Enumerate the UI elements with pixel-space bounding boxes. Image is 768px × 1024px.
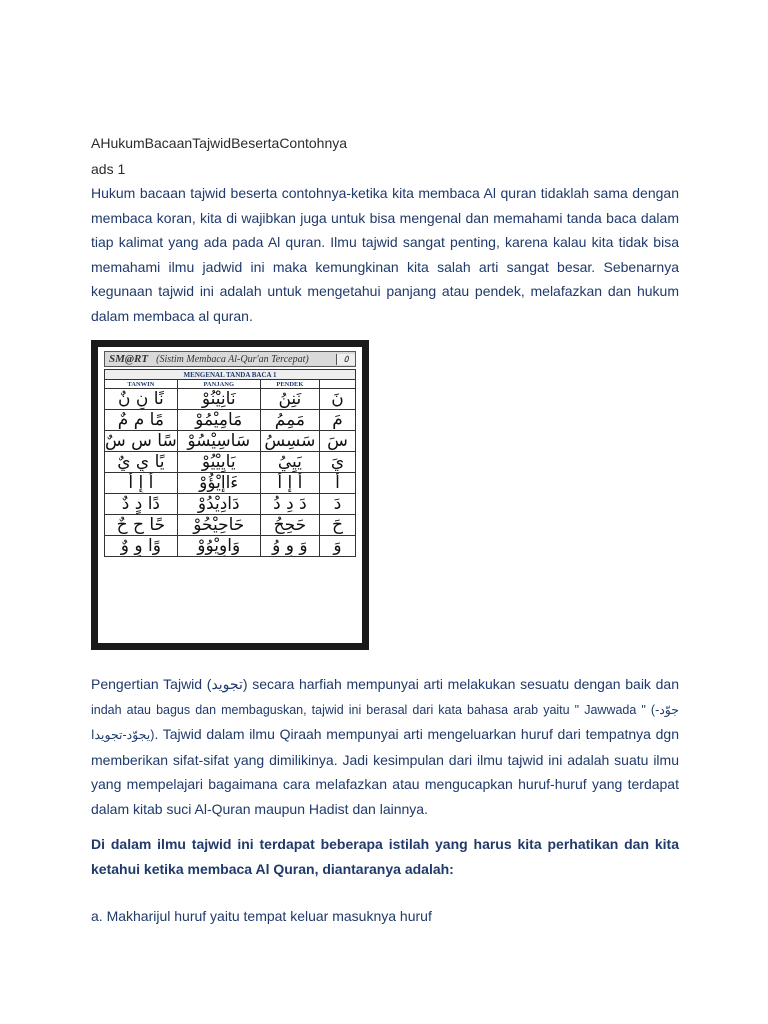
document-title: AHukumBacaanTajwidBesertaContohnya: [91, 135, 348, 151]
banner-subtitle: (Sistim Membaca Al-Qur'an Tercepat): [156, 353, 309, 365]
table-row: [105, 452, 356, 473]
cell-pendek: نَنِنُ: [260, 389, 319, 410]
list-item-a: a. Makharijul huruf yaitu tempat keluar masuknya huruf: [91, 908, 432, 924]
definition-part-1: Pengertian Tajwid (تجويد) secara harfiah mempunyai arti melakukan sesuatu dengan baik dan: [91, 676, 679, 692]
table-caption: MENGENAL TANDA BACA 1: [105, 370, 356, 380]
cell-tanwin: دًا دٍ دٌ: [105, 494, 178, 515]
cell-tanwin: نًا نٍ نٌ: [105, 389, 178, 410]
cell-pendek: وَ وِ وُ: [260, 536, 319, 557]
cell-panjang: حَاحِيْحُوْ: [177, 515, 260, 536]
table-row: [105, 431, 356, 452]
cell-tanwin: مًا مٍ مٌ: [105, 410, 178, 431]
cell-panjang: ءَاإِيْؤُوْ: [177, 473, 260, 494]
cell-letter: سَ: [320, 431, 356, 452]
smart-logo: SM@RT: [109, 353, 149, 365]
table-row: [105, 494, 356, 515]
definition-part-2: indah atau bagus dan membaguskan, tajwid ini berasal dari kata bahasa arab yaitu " Jawwada " (جوّد-يجوّد-تجويدا): [91, 702, 679, 743]
cell-panjang: وَاوِيْوُوْ: [177, 536, 260, 557]
cell-letter: يَ: [320, 452, 356, 473]
cell-letter: دَ: [320, 494, 356, 515]
cell-tanwin: أً إٍ أٌ: [105, 473, 178, 494]
cell-pendek: حَحِحُ: [260, 515, 319, 536]
cell-pendek: يَيِيُ: [260, 452, 319, 473]
table-row: [105, 536, 356, 557]
cell-tanwin: سًا سٍ سٌ: [105, 431, 177, 451]
cell-letter: أَ: [320, 473, 356, 494]
cell-panjang: سَاسِيْسُوْ: [177, 431, 260, 452]
table-row: [105, 515, 356, 536]
header-letter: [320, 380, 356, 389]
cell-panjang: مَامِيْمُوْ: [177, 410, 260, 431]
cell-panjang: يَايِيْيُوْ: [177, 452, 260, 473]
cell-letter: حَ: [320, 515, 356, 536]
definition-paragraph: [91, 672, 679, 822]
cell-letter: نَ: [320, 389, 356, 410]
cell-tanwin: يًا يٍ يٌ: [105, 452, 178, 473]
table-row: [105, 410, 356, 431]
page-number-badge: ٥: [336, 354, 355, 365]
cell-pendek: أَ إِ أُ: [260, 473, 319, 494]
figure-banner: [104, 351, 356, 367]
cell-letter: مَ: [320, 410, 356, 431]
tanda-baca-table: [104, 369, 356, 557]
table-row: [105, 473, 356, 494]
header-panjang: PANJANG: [177, 380, 260, 389]
cell-pendek: مَمِمُ: [260, 410, 319, 431]
cell-panjang: نَانِيْنُوْ: [177, 389, 260, 410]
bold-paragraph: Di dalam ilmu tajwid ini terdapat beberapa istilah yang harus kita perhatikan dan kita ketahui ketika membaca Al Quran, diantaranya adalah:: [91, 836, 679, 877]
ads-label: ads 1: [91, 161, 126, 177]
definition-part-3: . Tajwid dalam ilmu Qiraah mempunyai arti mengeluarkan huruf dari tempatnya dgn memberikan sifat-sifat yang dimilikinya. Jadi kesimpulan dari ilmu tajwid ini adalah suatu ilmu yang mempelajari bagaimana cara melafazkan atau mengucapkan huruf-huruf yang terdapat dalam kitab suci Al-Quran maupun Hadist dan lainnya.: [91, 726, 679, 817]
cell-pendek: دَ دِ دُ: [260, 494, 319, 515]
tanda-baca-figure: [91, 340, 369, 650]
cell-panjang: دَادِيْدُوْ: [177, 494, 260, 515]
table-row: [105, 389, 356, 410]
cell-pendek: سَسِسُ: [260, 431, 319, 452]
header-tanwin: TANWIN: [105, 380, 178, 389]
cell-tanwin: حًا حٍ حٌ: [105, 515, 178, 536]
intro-paragraph: Hukum bacaan tajwid beserta contohnya-ketika kita membaca Al quran tidaklah sama dengan membaca koran, kita di wajibkan juga untuk bisa mengenal dan memahami tanda baca dalam tiap kalimat yang ada pada Al quran. Ilmu tajwid sangat penting, karena kalau kita tidak bisa memahami ilmu jadwid ini maka kemungkinan kita salah arti sangat besar. Sebenarnya kegunaan tajwid ini adalah untuk mengetahui panjang atau pendek, melafazkan dan hukum dalam membaca al quran.: [91, 185, 679, 324]
cell-tanwin: وًا وٍ وٌ: [105, 536, 178, 557]
cell-letter: وَ: [320, 536, 356, 557]
header-pendek: PENDEK: [260, 380, 319, 389]
